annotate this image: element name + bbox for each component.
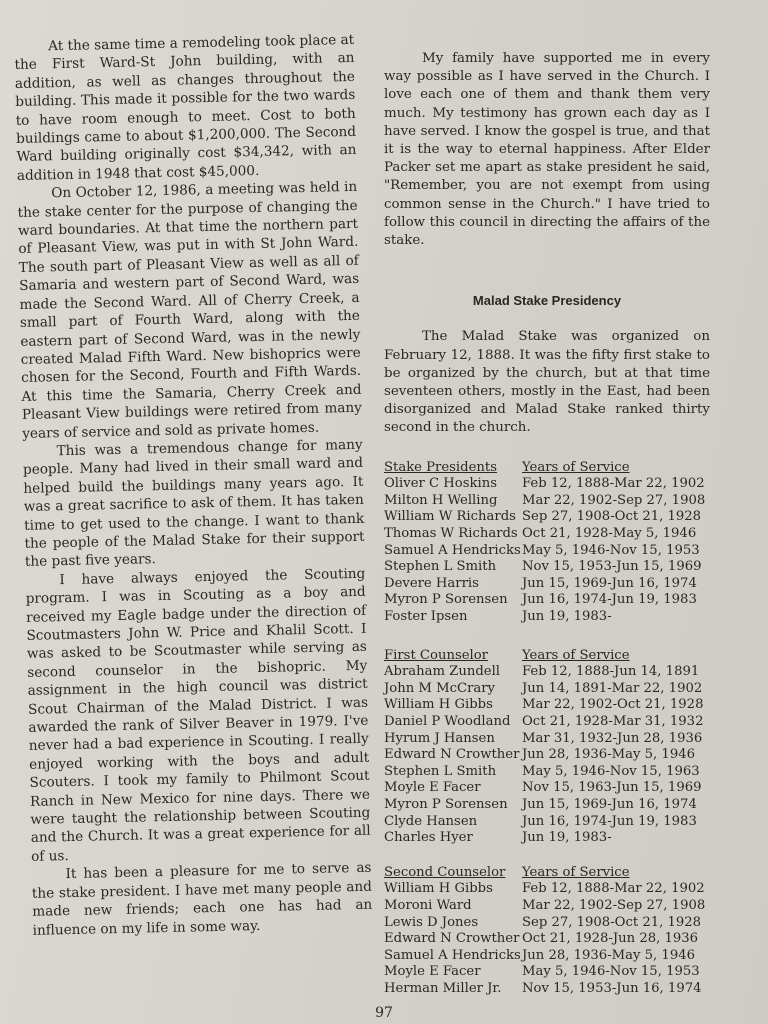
section-title: Malad Stake Presidency [472, 293, 622, 309]
person-name: Milton H Welling [384, 492, 498, 508]
years-of-service: Jun 15, 1969-Jun 16, 1974 [522, 796, 697, 812]
table-header [384, 648, 710, 665]
person-name: Charles Hyer [384, 830, 473, 846]
table-header [384, 460, 710, 477]
paragraph-family: My family have supported me in every way possible as I have served in the Church. I love each one of them and thank them very much. My testimony has grown each day as I have served. I know the gospel is true, and that it is the way to eternal happiness. After Elder Packer set me apart as stake president he said, "Remember, you are not exempt from using common sense in the Church." I have tried to follow this council in directing the affairs of the stake. [384, 51, 710, 249]
column-header-name: Stake Presidents [384, 459, 497, 475]
table-row [384, 881, 710, 898]
years-of-service: May 5, 1946-Nov 15, 1953 [522, 964, 700, 980]
person-name: Thomas W Richards [384, 526, 518, 542]
years-of-service: Nov 15, 1953-Jun 16, 1974 [522, 980, 702, 996]
page-number: 97 [375, 1005, 393, 1021]
table-header [384, 865, 710, 882]
person-name: Devere Harris [384, 575, 479, 591]
table-row [384, 764, 710, 781]
table-row [384, 915, 710, 932]
years-of-service: Nov 15, 1963-Jun 15, 1969 [522, 780, 702, 796]
years-of-service: Jun 28, 1936-May 5, 1946 [522, 747, 695, 763]
first-counselor-table [384, 648, 710, 847]
column-header-years: Years of Service [522, 459, 630, 475]
table-row [384, 697, 710, 714]
table-row [384, 609, 710, 626]
stake-presidents-table [384, 460, 710, 626]
person-name: Myron P Sorensen [384, 592, 508, 608]
person-name: Edward N Crowther [384, 747, 520, 763]
person-name: Samuel A Hendricks [384, 542, 521, 558]
years-of-service: Jun 19, 1983- [522, 830, 612, 846]
person-name: Herman Miller Jr. [384, 980, 502, 996]
years-of-service: Mar 22, 1902-Oct 21, 1928 [522, 697, 704, 713]
years-of-service: Jun 14, 1891-Mar 22, 1902 [522, 680, 703, 696]
paragraph-organization: The Malad Stake was organized on February 12, 1888. It was the fifty first stake to be organized by the church, but at that time seventeen others, mostly in the East, had been disorganized and Malad Stake ranked thirty second in the church. [384, 329, 710, 436]
person-name: Myron P Sorensen [384, 796, 508, 812]
years-of-service: Jun 16, 1974-Jun 19, 1983 [522, 813, 697, 829]
second-counselor-table [384, 865, 710, 998]
person-name: Hyrum J Hansen [384, 730, 495, 746]
person-name: Stephen L Smith [384, 763, 497, 779]
years-of-service: May 5, 1946-Nov 15, 1963 [522, 763, 700, 779]
column-header-years: Years of Service [522, 864, 630, 880]
person-name: Samuel A Hendricks [384, 947, 521, 963]
table-row [384, 509, 710, 526]
left-column [14, 31, 373, 940]
table-row [384, 814, 710, 831]
years-of-service: Mar 31, 1932-Jun 28, 1936 [522, 730, 703, 746]
years-of-service: Mar 22, 1902-Sep 27, 1908 [522, 492, 706, 508]
table-row [384, 981, 710, 998]
years-of-service: Feb 12, 1888-Mar 22, 1902 [522, 476, 705, 492]
person-name: Clyde Hansen [384, 813, 478, 829]
table-row [384, 731, 710, 748]
paragraph-scouting: I have always enjoyed the Scouting program. I was in Scouting as a boy and received my Eagle badge under the direction of Scoutmasters John W. Price and Khalil Scott. I was asked to be Scoutmaster while serving as second counselor in the bishopric. My assignment in the high council was district Scout Chairman of the Malad District. I was awarded the rank of Silver Beaver in 1979. I've never had a bad experience in Scouting. I really enjoyed working with the boys and adult Scouters. I took my family to Philmont Scout Ranch in New Mexico for nine days. There we were taught the relationship between Scouting and the Church. It was a great experience for all of us. [25, 565, 371, 865]
table-row [384, 681, 710, 698]
table-row [384, 559, 710, 576]
table-row [384, 543, 710, 560]
person-name: Moyle E Facer [384, 780, 481, 796]
person-name: Edward N Crowther [384, 931, 520, 947]
table-row [384, 576, 710, 593]
table-row [384, 830, 710, 847]
table-row [384, 931, 710, 948]
table-row [384, 664, 710, 681]
paragraph-remodeling: At the same time a remodeling took place at the First Ward-St John building, with an addition, as well as changes throughout the building. This made it possible for the two wards to have room enough to meet. Cost to both buildings came to about $1,200,000. The Second Ward building originally cost $34,342, with an addition in 1948 that cost $45,000. [14, 31, 357, 184]
person-name: Moroni Ward [384, 897, 472, 913]
years-of-service: Mar 22, 1902-Sep 27, 1908 [522, 897, 706, 913]
person-name: William H Gibbs [384, 881, 493, 897]
years-of-service: Oct 21, 1928-May 5, 1946 [522, 526, 697, 542]
table-row [384, 797, 710, 814]
column-header-name: Second Counselor [384, 864, 506, 880]
years-of-service: May 5, 1946-Nov 15, 1953 [522, 542, 700, 558]
years-of-service: Oct 21, 1928-Jun 28, 1936 [522, 931, 699, 947]
right-column [384, 50, 710, 997]
years-of-service: Jun 28, 1936-May 5, 1946 [522, 947, 695, 963]
years-of-service: Jun 19, 1983- [522, 609, 612, 624]
years-of-service: Oct 21, 1928-Mar 31, 1932 [522, 713, 704, 729]
years-of-service: Jun 15, 1969-Jun 16, 1974 [522, 575, 697, 591]
person-name: William H Gibbs [384, 697, 493, 713]
person-name: John M McCrary [384, 680, 495, 696]
table-row [384, 780, 710, 797]
table-row [384, 747, 710, 764]
column-header-name: First Counselor [384, 647, 488, 663]
paragraph-change: This was a tremendous change for many people. Many had lived in their small ward and helped build the buildings many years ago. It was a great sacrifice to ask of them. It has taken time to get used to the change. I want to thank the people of the Malad Stake for their support the past five years. [22, 436, 365, 571]
person-name: Foster Ipsen [384, 609, 468, 624]
paragraph-boundaries: On October 12, 1986, a meeting was held in the stake center for the purpose of changing the ward boundaries. At that time the northern part of Pleasant View, was put in with St John Ward. The south part of Pleasant View as well as all of Samaria and western part of Second Ward, was made the Second Ward. All of Cherry Creek, a small part of Fourth Ward, along with the eastern part of Second Ward, was in the newly created Malad Fifth Ward. New bishoprics were chosen for the Second, Fourth and Fifth Wards. At this time the Samaria, Cherry Creek and Pleasant View buildings were retired from many years of service and sold as private homes. [17, 179, 362, 442]
table-row [384, 476, 710, 493]
person-name: Oliver C Hoskins [384, 476, 497, 492]
person-name: Stephen L Smith [384, 559, 497, 575]
table-row [384, 714, 710, 731]
years-of-service: Sep 27, 1908-Oct 21, 1928 [522, 914, 702, 930]
years-of-service: Jun 16, 1974-Jun 19, 1983 [522, 592, 697, 608]
table-row [384, 493, 710, 510]
person-name: Moyle E Facer [384, 964, 481, 980]
paragraph-pleasure: It has been a pleasure for me to serve as the stake president. I have met many people and made new friends; each one has had an influence on my life in some way. [31, 859, 373, 939]
years-of-service: Sep 27, 1908-Oct 21, 1928 [522, 509, 702, 525]
table-row [384, 898, 710, 915]
years-of-service: Feb 12, 1888-Mar 22, 1902 [522, 881, 705, 897]
table-row [384, 964, 710, 981]
person-name: William W Richards [384, 509, 516, 525]
table-row [384, 592, 710, 609]
table-row [384, 948, 710, 965]
table-row [384, 526, 710, 543]
person-name: Lewis D Jones [384, 914, 479, 930]
years-of-service: Nov 15, 1953-Jun 15, 1969 [522, 559, 702, 575]
person-name: Daniel P Woodland [384, 713, 511, 729]
years-of-service: Feb 12, 1888-Jun 14, 1891 [522, 664, 700, 680]
column-header-years: Years of Service [522, 647, 630, 663]
person-name: Abraham Zundell [384, 664, 501, 680]
